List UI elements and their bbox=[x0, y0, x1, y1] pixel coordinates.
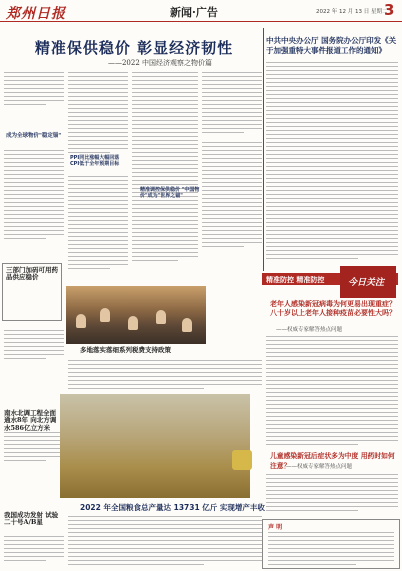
right-column-text-2 bbox=[266, 336, 398, 448]
right-headline-3: 儿童感染新冠后症状多为中度 用药时如何注意？ bbox=[270, 452, 395, 470]
issue-date: 2022 年 12 月 13 日 星期二 bbox=[316, 9, 388, 15]
left-subhead-2: 三部门加码可用药品供应稳价 bbox=[6, 266, 58, 282]
left-subhead-1: 成为全球物价"稳定锚" bbox=[6, 133, 62, 139]
center-column-text bbox=[132, 72, 198, 264]
right-headline-2: 老年人感染新冠病毒为何更易出现重症？八十岁以上老年人接种疫苗必要性大吗？ bbox=[270, 300, 396, 318]
right-column-text-3 bbox=[266, 474, 398, 514]
tax-office-photo bbox=[66, 286, 206, 344]
lead-subheadline: ——2022 中国经济观察之物价篇 bbox=[107, 59, 213, 67]
left-column-text-4 bbox=[4, 432, 64, 464]
inset-headline-2: 精准调控保供稳价 "中国物价"成为"世界之锚" bbox=[140, 187, 200, 199]
newspaper-logo: 郑州日报 bbox=[6, 6, 66, 22]
lower-center-text bbox=[68, 360, 262, 392]
right-headline-2-sub: ——权威专家解答热点问题 bbox=[276, 327, 343, 333]
lead-headline: 精准保供稳价 彰显经济韧性 bbox=[34, 39, 234, 57]
section-title: 新闻·广告 bbox=[170, 6, 218, 19]
notice-title: 声 明 bbox=[268, 524, 283, 531]
right-headline-1: 中共中央办公厅 国务院办公厅印发《关于加强重特大事件报道工作的通知》 bbox=[266, 36, 397, 56]
left-column-text-2 bbox=[4, 150, 64, 242]
left-column-text-5 bbox=[4, 536, 64, 564]
photo1-caption: 多地落实落细系列税费支持政策 bbox=[80, 346, 171, 354]
right-headline-3-sub: ——权威专家解答热点问题 bbox=[286, 464, 353, 470]
masthead bbox=[0, 0, 402, 22]
banner-label: 精准防控 精准防控 bbox=[266, 276, 325, 284]
bottom-center-text bbox=[68, 516, 262, 568]
grain-harvest-photo bbox=[60, 394, 250, 498]
middle-column-text bbox=[68, 72, 128, 156]
left-subhead-4: 我国成功发射 试验二十号A/B星 bbox=[4, 511, 59, 527]
left-column-text-3 bbox=[4, 330, 64, 362]
banner-graphic-text: 今日关注 bbox=[348, 278, 385, 288]
right-column-text-1 bbox=[266, 62, 398, 262]
harvester-figure bbox=[232, 450, 252, 470]
center-right-column-text bbox=[202, 72, 262, 136]
center-right-column-text-2 bbox=[202, 142, 262, 250]
page-number: 3 bbox=[384, 1, 395, 19]
left-column-text bbox=[4, 72, 64, 108]
notice-text bbox=[268, 532, 394, 568]
left-subhead-3: 南水北调工程全面通水8年 向北方调水586亿立方米 bbox=[4, 409, 57, 432]
photo2-caption: 2022 年全国粮食总产量达 13731 亿斤 实现增产丰收 bbox=[80, 503, 265, 512]
inset-headline-1: PPI同比涨幅大幅回落 CPI低于全年预期目标 bbox=[70, 155, 120, 167]
middle-column-text-2 bbox=[68, 176, 128, 272]
banner-graphic bbox=[340, 266, 396, 298]
column-divider bbox=[263, 28, 264, 271]
